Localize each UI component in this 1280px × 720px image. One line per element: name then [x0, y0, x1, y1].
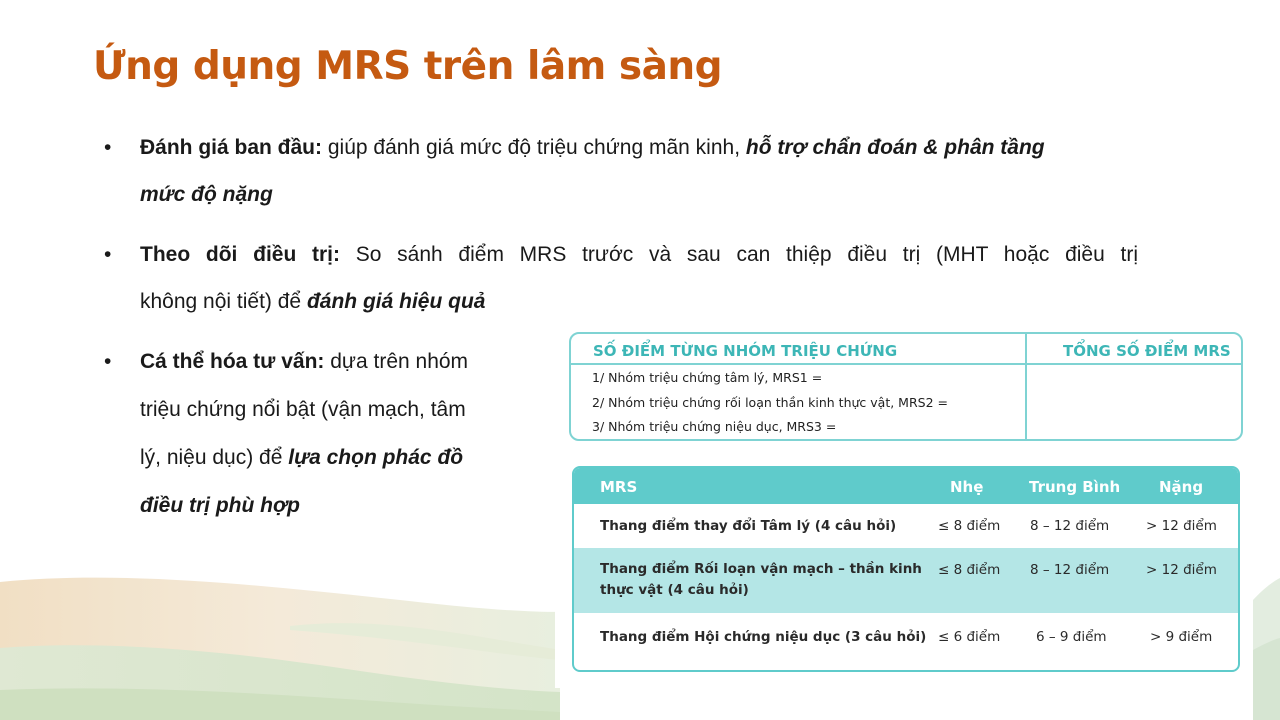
table-cell-scale-line: Thang điểm Rối loạn vận mạch – thần kinh: [600, 561, 922, 577]
table-cell-mild: ≤ 6 điểm: [938, 629, 1001, 645]
bullet-initial-assessment: [104, 124, 1190, 218]
table-header-mild: Nhẹ: [950, 478, 984, 496]
score-group-item: 1/ Nhóm triệu chứng tâm lý, MRS1 =: [592, 370, 823, 385]
table-cell-moderate: 6 – 9 điểm: [1036, 629, 1107, 645]
bullet-label: Đánh giá ban đầu:: [140, 136, 323, 159]
table-cell-severe: > 12 điểm: [1146, 562, 1217, 578]
table-cell-severe: > 12 điểm: [1146, 518, 1217, 534]
table-header-mrs: MRS: [600, 478, 638, 496]
score-group-item: 3/ Nhóm triệu chứng niệu dục, MRS3 =: [592, 419, 837, 434]
bullet-treatment-monitoring: [104, 231, 1138, 325]
bullet-dot: •: [104, 350, 112, 373]
table-cell-mild: ≤ 8 điểm: [938, 562, 1001, 578]
bullet-dot: •: [104, 136, 112, 159]
table-header-moderate: Trung Bình: [1029, 478, 1121, 496]
table-row: [574, 613, 1238, 668]
bullet-emphasis: lựa chọn phác đồ: [288, 446, 464, 469]
bullet-emphasis: hỗ trợ chẩn đoán & phân tầng: [745, 136, 1045, 159]
table-cell-moderate: 8 – 12 điểm: [1030, 518, 1110, 534]
table-row: [574, 504, 1238, 548]
table-cell-scale: Thang điểm thay đổi Tâm lý (4 câu hỏi): [600, 518, 897, 534]
table-cell-scale: [600, 559, 922, 601]
bullet-emphasis: điều trị phù hợp: [140, 494, 300, 517]
bullet-emphasis: mức độ nặng: [140, 183, 273, 206]
bullet-text: triệu chứng nổi bật (vận mạch, tâm: [140, 398, 466, 421]
mrs-score-box: [569, 332, 1243, 441]
table-cell-moderate: 8 – 12 điểm: [1030, 562, 1110, 578]
table-cell-severe: > 9 điểm: [1150, 629, 1213, 645]
table-cell-scale: Thang điểm Hội chứng niệu dục (3 câu hỏi): [600, 629, 927, 645]
bullet-text: dựa trên nhóm: [324, 350, 469, 373]
mrs-severity-table: [572, 466, 1240, 672]
table-header-severe: Nặng: [1159, 478, 1204, 496]
bullet-personalized-counseling: [104, 338, 520, 530]
bullet-emphasis: đánh giá hiệu quả: [306, 290, 486, 313]
table-cell-mild: ≤ 8 điểm: [938, 518, 1001, 534]
bullet-text: lý, niệu dục) để: [140, 446, 289, 469]
bullet-dot: •: [104, 243, 112, 266]
page-title: Ứng dụng MRS trên lâm sàng: [93, 44, 723, 89]
bullet-text: giúp đánh giá mức độ triệu chứng mãn kinh,: [322, 136, 746, 159]
score-box-column-divider: [1025, 334, 1027, 439]
score-box-header-groups: SỐ ĐIỂM TỪNG NHÓM TRIỆU CHỨNG: [593, 342, 898, 360]
bullet-label: Theo dõi điều trị:: [140, 243, 341, 266]
bullet-text: So sánh điểm MRS trước và sau can thiệp điều trị (MHT hoặc điều trị: [340, 243, 1138, 266]
bullet-label: Cá thể hóa tư vấn:: [140, 350, 325, 373]
table-row: [574, 548, 1238, 613]
table-cell-scale-line: thực vật (4 câu hỏi): [600, 582, 749, 598]
table-header-row: [574, 468, 1238, 504]
bullet-text: không nội tiết) để: [140, 290, 307, 313]
score-group-item: 2/ Nhóm triệu chứng rối loạn thần kinh thực vật, MRS2 =: [592, 395, 948, 410]
score-box-header-total: TỔNG SỐ ĐIỂM MRS: [1063, 342, 1231, 360]
